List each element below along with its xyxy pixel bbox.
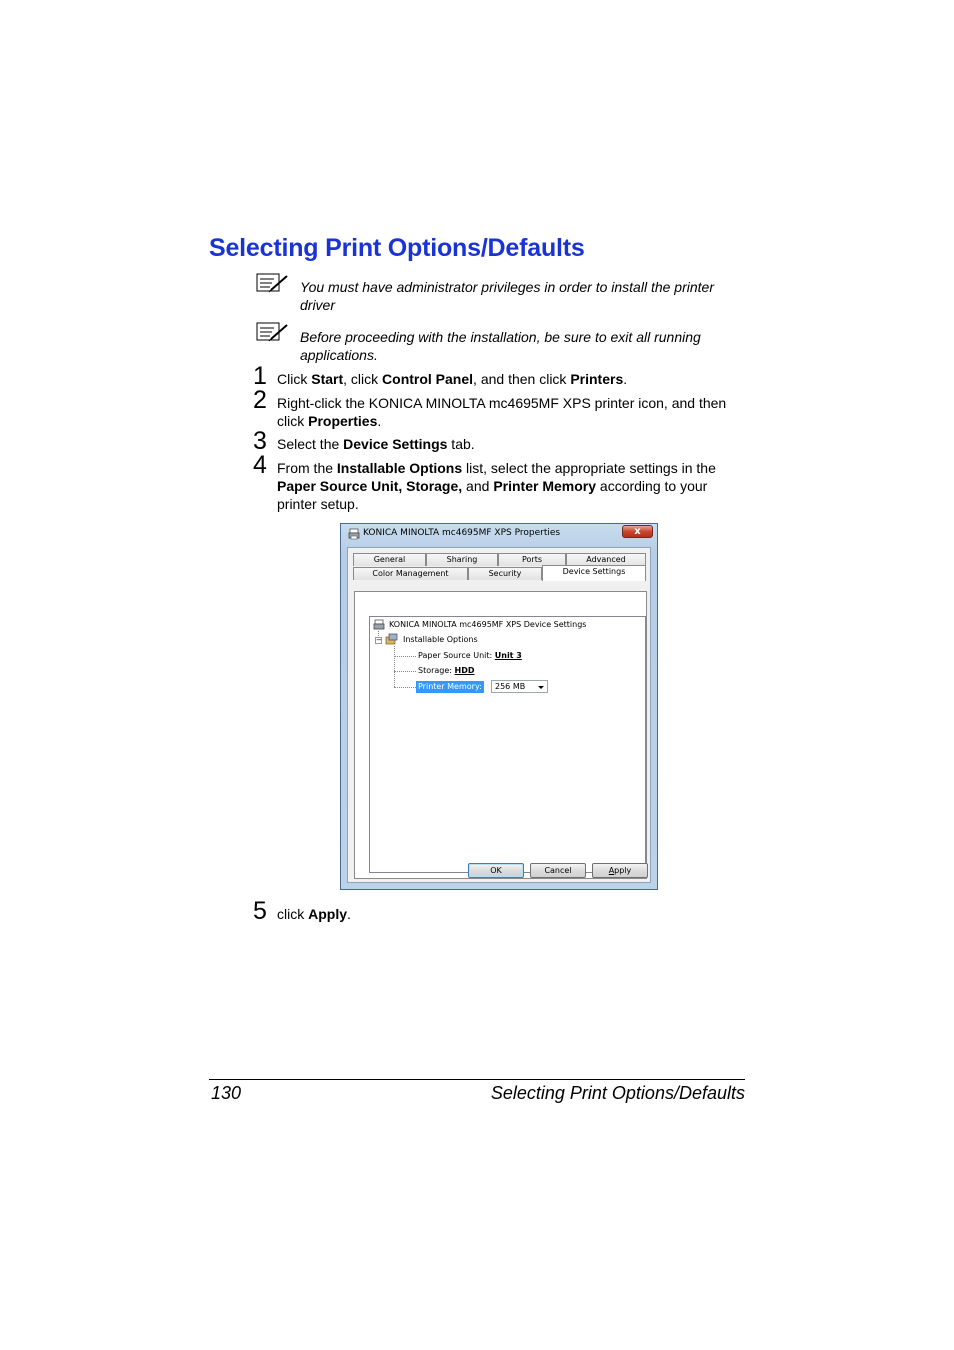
step-number: 3 [253,427,267,455]
dialog-titlebar [341,524,657,544]
footer-title: Selecting Print Options/Defaults [490,1083,745,1103]
dialog-client-area [347,547,651,883]
dialog-title: KONICA MINOLTA mc4695MF XPS Properties [363,528,561,538]
printer-properties-dialog [340,523,658,890]
note-pencil-icon [256,321,290,343]
tab-security[interactable]: Security [468,567,542,580]
close-button[interactable]: x [622,525,653,538]
note-pencil-icon [256,272,290,294]
step-text: Right-click the KONICA MINOLTA mc4695MF XPS printer icon, and then click Properties. [277,395,727,429]
step-text: Click Start, click Control Panel, and then click Printers. [277,371,628,387]
printer-icon [348,528,360,540]
chevron-down-icon [538,686,544,689]
tab-sharing[interactable]: Sharing [426,553,498,566]
tab-ports[interactable]: Ports [498,553,566,566]
ok-button[interactable]: OK [468,863,524,878]
tab-device-settings[interactable]: Device Settings [542,565,646,581]
collapse-icon[interactable]: − [376,636,382,644]
device-settings-tree [369,616,646,873]
page-title: Selecting Print Options/Defaults [209,234,585,262]
step-text: click Apply. [277,906,351,922]
cancel-button[interactable]: Cancel [530,863,586,878]
tab-advanced[interactable]: Advanced [566,553,646,566]
page-number: 130 [211,1083,242,1103]
step-text: Select the Device Settings tab. [277,436,475,452]
tab-general[interactable]: General [353,553,426,566]
note-text: Before proceeding with the installation, be sure to exit all running applications. [300,329,701,363]
printer-memory-select[interactable]: 256 MB [491,680,548,693]
printer-icon [373,619,385,631]
step-number: 5 [253,897,267,925]
tree-group-node[interactable]: Installable Options [403,635,478,644]
tree-item-storage[interactable]: Storage: HDD [418,666,475,675]
device-settings-page [354,591,647,879]
step-text: From the Installable Options list, select the appropriate settings in the Paper Source Unit, Storage, and Printer Memory according to your printer setup. [277,460,716,512]
step-number: 1 [253,362,267,390]
tab-color-management[interactable]: Color Management [353,567,468,580]
tree-root-node[interactable]: KONICA MINOLTA mc4695MF XPS Device Settings [389,620,587,629]
step-number: 2 [253,386,267,414]
footer-divider [209,1079,745,1080]
options-icon [385,633,398,645]
tree-item-printer-memory[interactable]: Printer Memory: [418,682,482,691]
apply-button[interactable]: Apply [592,863,648,878]
step-number: 4 [253,451,267,479]
tree-item-paper-source[interactable]: Paper Source Unit: Unit 3 [418,651,522,660]
note-text: You must have administrator privileges in order to install the printer driver [300,279,714,313]
